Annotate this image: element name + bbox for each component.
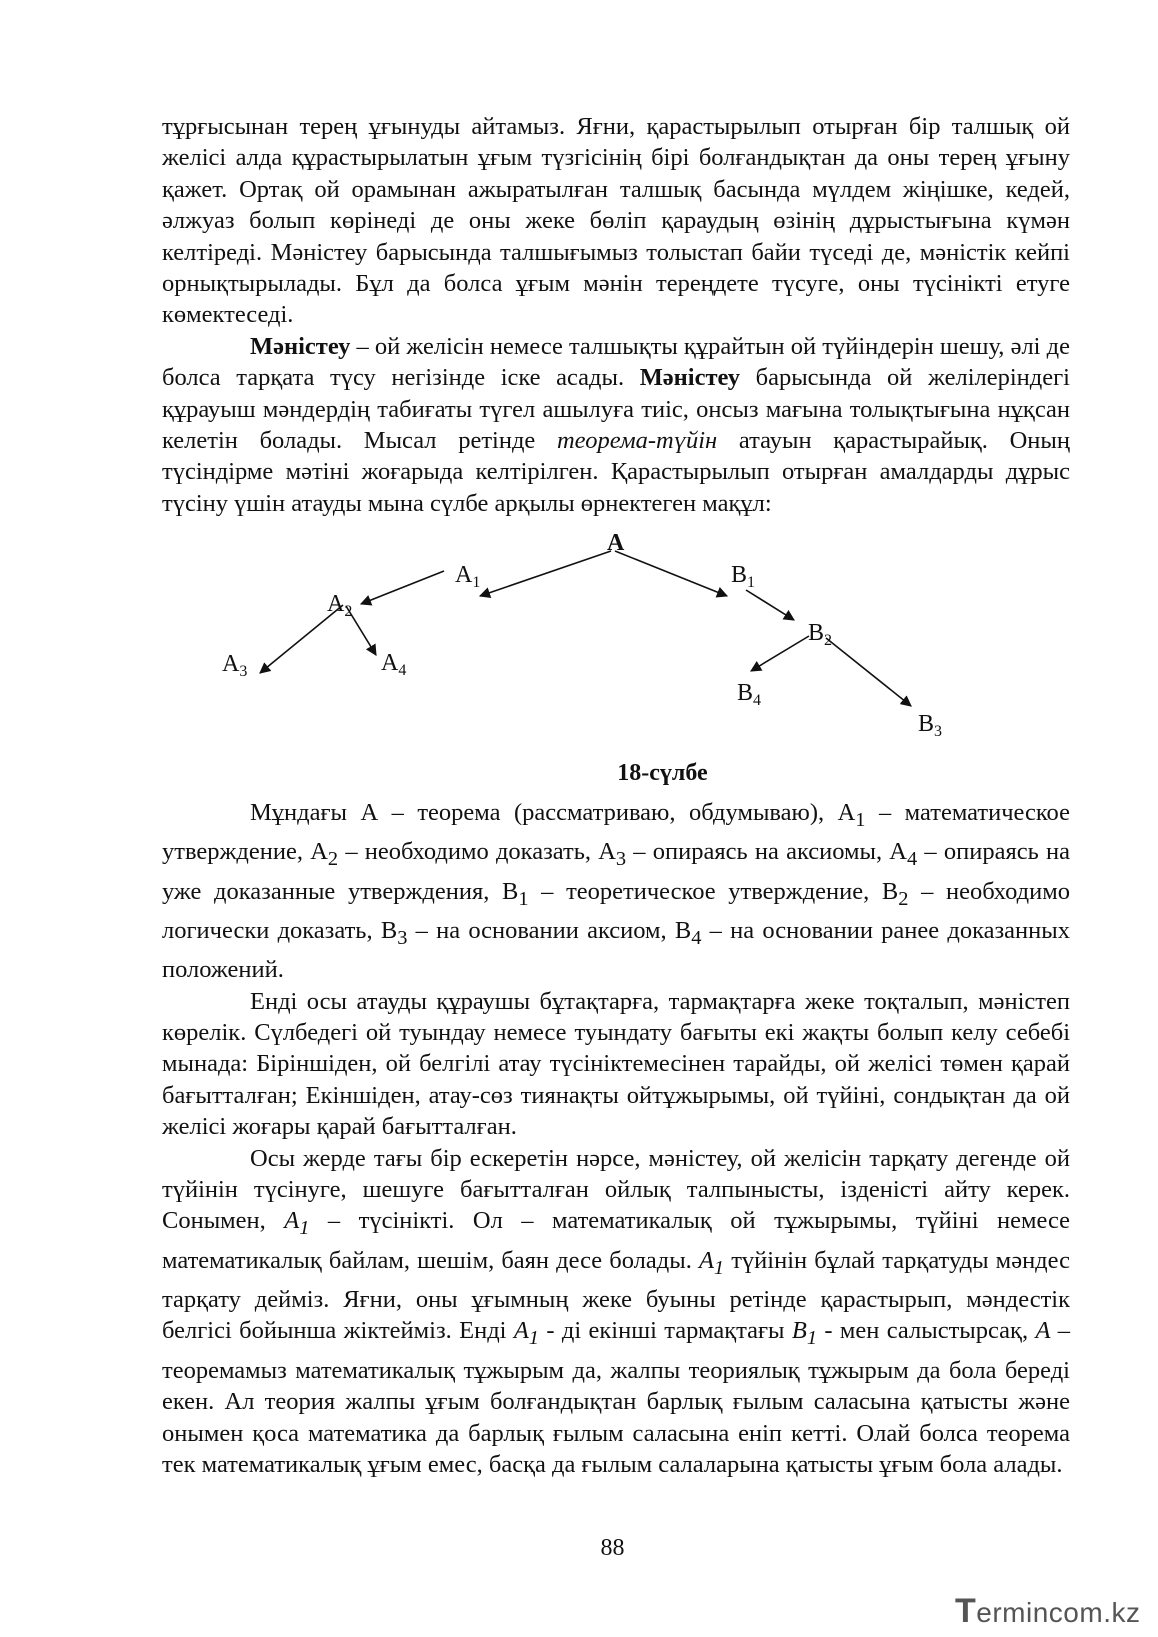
text-run: Мұндағы А – теорема (рассматриваю, обдумываю), А — [250, 799, 856, 826]
text-block-bottom — [162, 797, 1070, 1480]
text-run: - ді екінші тармақтағы — [539, 1317, 792, 1345]
paragraph — [162, 986, 1070, 1143]
text-run: А — [513, 1317, 529, 1345]
text-run: – на основании аксиом, В — [407, 916, 692, 944]
text-run: барысында ой желілеріндегі құрауыш мәндердің табиғаты түгел ашылуға тиіс, онсыз мағына толықтығына нұқсан келетін болады. Мысал ретінде — [162, 364, 1070, 455]
text-run: тұрғысынан терең ұғынуды айтамыз. Яғни, қарастырылып отырған бір талшық ой желісі алда құрастырылатын ұғым түзгісінің бірі болғандықтан да оны терең ұғыну қажет. Ортақ ой орамынан ажыратылған талшық басында мүлдем жіңішке, кедей, әлжуаз болып көрінеді де оны жеке бөліп қараудың өзінің дұрыстығына күмән келтіреді. Мәністеу барысында талшығымыз толыстап байи түседі де, мәністік кейпі орнықтырылады. Бұл да болса ұғым мәнін тереңдете түсуге, оны түсінікті етуге көмектеседі. — [162, 113, 1070, 329]
text-run: А — [284, 1207, 300, 1235]
text-run: – математическое утверждение, А — [162, 799, 1070, 866]
text-run: атауын қарастырайық. Оның түсіндірме мәтіні жоғарыда келтірілген. Қарастырылып отырған амалдарды дұрыс түсіну үшін атауды мына сүлбе арқылы өрнектеген мақұл: — [162, 427, 1070, 517]
edge-B1-B2 — [746, 590, 794, 620]
edge-B2-B4 — [751, 636, 809, 671]
node-B4: $B_4$ — [737, 680, 762, 709]
text-run: – на основании ранее доказанных положений. — [162, 916, 1070, 984]
node-A1: $A_1$ — [455, 562, 481, 591]
text-run: 1 — [806, 1327, 818, 1350]
text-run: теорема-түйін — [556, 427, 718, 455]
text-run: – необходимо логически доказать, В — [162, 877, 1070, 944]
text-run: 1 — [518, 887, 529, 910]
node-A: A — [607, 530, 625, 556]
text-run: түйінін бұлай тарқатуды мәндес тарқату дейміз. Яғни, оны ұғымның жеке буыны ретінде қарастырып, мәндестік белгісі бойынша жіктейміз. Енді — [162, 1246, 1071, 1345]
text-run: – опираясь на аксиомы, А — [626, 838, 908, 866]
text-run: 3 — [615, 848, 627, 871]
text-run: – необходимо доказать, А — [338, 838, 616, 866]
text-run: - мен салыстырсақ, — [817, 1317, 1036, 1345]
page-number: 88 — [600, 1535, 625, 1561]
node-B2: $B_2$ — [808, 620, 833, 649]
text-run: 4 — [907, 848, 918, 871]
text-run: А — [698, 1246, 714, 1274]
edge-A-A1 — [480, 551, 611, 596]
text-run: – теоремамыз математикалық тұжырым да, жалпы теориялық тұжырым да бола береді екен. Ал теория жалпы ұғым болғандықтан барлық ғылым саласына қатысты және онымен қоса математика да барлық ғылым саласына еніп кетті. Олай болса теорема тек математикалық ұғым емес, басқа да ғылым салаларына қатысты ұғым бола алады. — [162, 1317, 1071, 1478]
text-run: 1 — [855, 808, 866, 831]
node-A3: $A_3$ — [222, 651, 248, 680]
text-run: 1 — [713, 1256, 725, 1279]
text-run: Енді осы атауды құраушы бұтақтарға, тармақтарға жеке тоқталып, мәністеп көрелік. Сүлбедегі ой туындау немесе туындату бағыты екі жақты болып келу себебі мынада: Біріншіден, ой белгілі атау түсініктемесінен тарайды, ой желісі төмен қарай бағытталған; Екіншіден, атау-сөз тиянақты ойтұжырымы, ой түйіні, сондықтан да ой желісі жоғары қарай бағытталған. — [162, 987, 1070, 1141]
text-run: 4 — [691, 926, 702, 949]
text-run: – түсінікті. Ол – математикалық ой тұжырымы, түйіні немесе математикалық байлам, шешім, баян десе болады. — [162, 1207, 1071, 1274]
text-run: Мәністеу — [639, 364, 741, 392]
node-A4: $A_4$ — [381, 650, 407, 679]
text-run: – теоретическое утверждение, В — [528, 877, 899, 905]
text-run: 2 — [327, 848, 339, 871]
edge-B2-B3 — [826, 638, 911, 706]
node-A2: $A_2$ — [327, 591, 353, 620]
text-run: 2 — [898, 887, 909, 910]
text-run: А — [1035, 1317, 1051, 1345]
watermark-logo-rest: ermincom.kz — [976, 1597, 1141, 1628]
text-run: В — [791, 1317, 807, 1345]
paragraph — [162, 1143, 1070, 1481]
diagram-caption: 18-сүлбе — [617, 760, 708, 786]
node-B3: $B_3$ — [918, 711, 943, 740]
watermark-logo — [955, 1592, 1140, 1628]
text-run: Осы жерде тағы бір ескеретін нәрсе, мәністеу, ой желісін тарқату дегенде ой түйінін түсінуге, шешуге бағытталған ойлық талпынысты, ізденісті айту керек. Сонымен, — [162, 1144, 1070, 1235]
text-run: – ой желісін немесе талшықты құрайтын ой түйіндерін шешу, әлі де болса тарқата түсу негізінде іске асады. — [162, 332, 1070, 392]
text-run: – опираясь на уже доказанные утверждения, В — [162, 838, 1070, 905]
edge-A1-A2 — [361, 571, 444, 604]
text-run: Мәністеу — [250, 332, 351, 360]
edge-A-B1 — [615, 551, 727, 596]
text-run: 3 — [397, 926, 408, 949]
node-B1: $B_1$ — [731, 562, 756, 591]
text-run: 1 — [528, 1327, 539, 1350]
text-run: 1 — [299, 1217, 310, 1240]
watermark-logo-t: T — [955, 1592, 977, 1630]
paragraph — [162, 797, 1070, 986]
